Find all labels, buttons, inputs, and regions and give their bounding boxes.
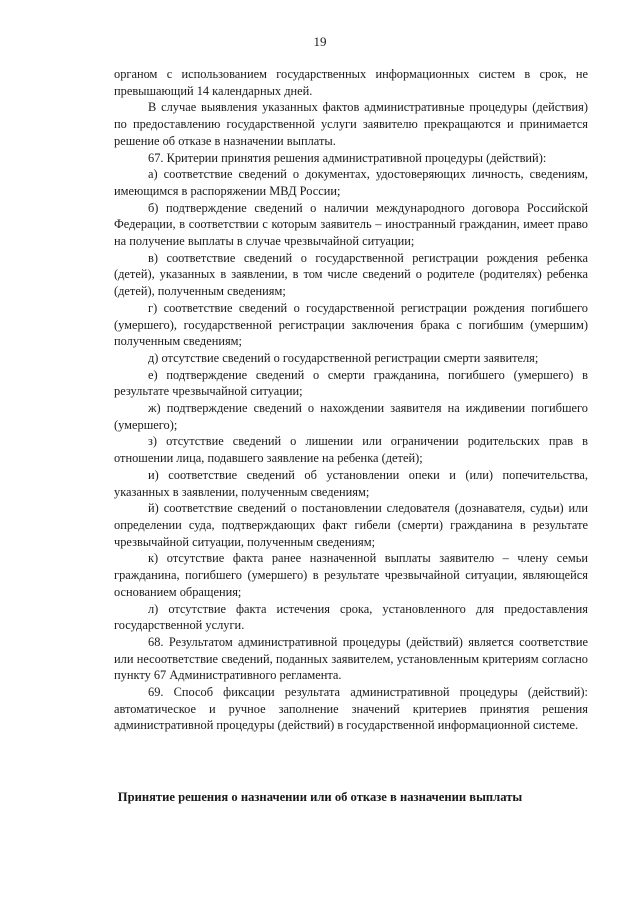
- list-item: ж) подтверждение сведений о нахождении заявителя на иждивении погибшего (умершего);: [114, 401, 588, 432]
- list-item: и) соответствие сведений об установлении опеки и (или) попечительства, указанных в заявлении, полученным сведениям;: [114, 467, 588, 499]
- list-item: л) отсутствие факта истечения срока, установленного для предоставления государственной услуги.: [114, 601, 588, 633]
- page-number: 19: [313, 34, 327, 49]
- list-item: а) соответствие сведений о документах, удостоверяющих личность, сведениям, имеющимся в распоряжении МВД России;: [114, 167, 588, 198]
- section-heading: Принятие решения о назначении или об отказе в назначении выплаты: [117, 790, 523, 804]
- list-item: з) отсутствие сведений о лишении или ограничении родительских прав в отношении лица, подавшего заявление на ребенка (детей);: [114, 434, 588, 466]
- list-item: в) соответствие сведений о государственной регистрации рождения ребенка (детей), указанных в заявлении, в том числе сведений о родителе (родителях) ребенка (детей), полученным сведениям;: [114, 250, 588, 299]
- list-item: к) отсутствие факта ранее назначенной выплаты заявителю – члену семьи гражданина, погибшего (умершего) в результате чрезвычайной ситуации, являющейся основанием обращения;: [114, 551, 588, 599]
- list-item: г) соответствие сведений о государственной регистрации рождения погибшего (умершего), государственной регистрации заключения брака с погибшим (умершим) полученным сведениям;: [114, 300, 588, 349]
- paragraph: В случае выявления указанных фактов административные процедуры (действия) по предоставлению государственной услуги заявителю прекращаются и принимается решение об отказе в назначении выплаты.: [114, 100, 588, 148]
- list-item: е) подтверждение сведений о смерти гражданина, погибшего (умершего) в результате чрезвычайной ситуации;: [114, 367, 588, 399]
- paragraph: 69. Способ фиксации результата административной процедуры (действий): автоматическое и ручное заполнение значений критериев принятия решения административной процедуры (действий) в государственной информационной системе.: [114, 685, 588, 733]
- list-item: д) отсутствие сведений о государственной регистрации смерти заявителя;: [148, 350, 539, 365]
- paragraph: органом с использованием государственных информационных систем в срок, не превышающий 14 календарных дней.: [114, 67, 588, 98]
- document-body: [114, 66, 588, 734]
- paragraph: 68. Результатом административной процедуры (действий) является соответствие или несоответствие сведений, поданных заявителем, установленным критериям согласно пункту 67 Административного регламента.: [114, 634, 588, 683]
- list-item: й) соответствие сведений о постановлении следователя (дознавателя, судьи) или определении суда, подтверждающих факт гибели (смерти) гражданина в результате чрезвычайной ситуации, полученным сведениям;: [114, 501, 588, 549]
- list-item: б) подтверждение сведений о наличии международного договора Российской Федерации, в соответствии с которым заявитель – иностранный гражданин, имеет право на получение выплаты в случае чрезвычайной ситуации;: [114, 200, 588, 249]
- paragraph: 67. Критерии принятия решения административной процедуры (действий):: [148, 150, 547, 165]
